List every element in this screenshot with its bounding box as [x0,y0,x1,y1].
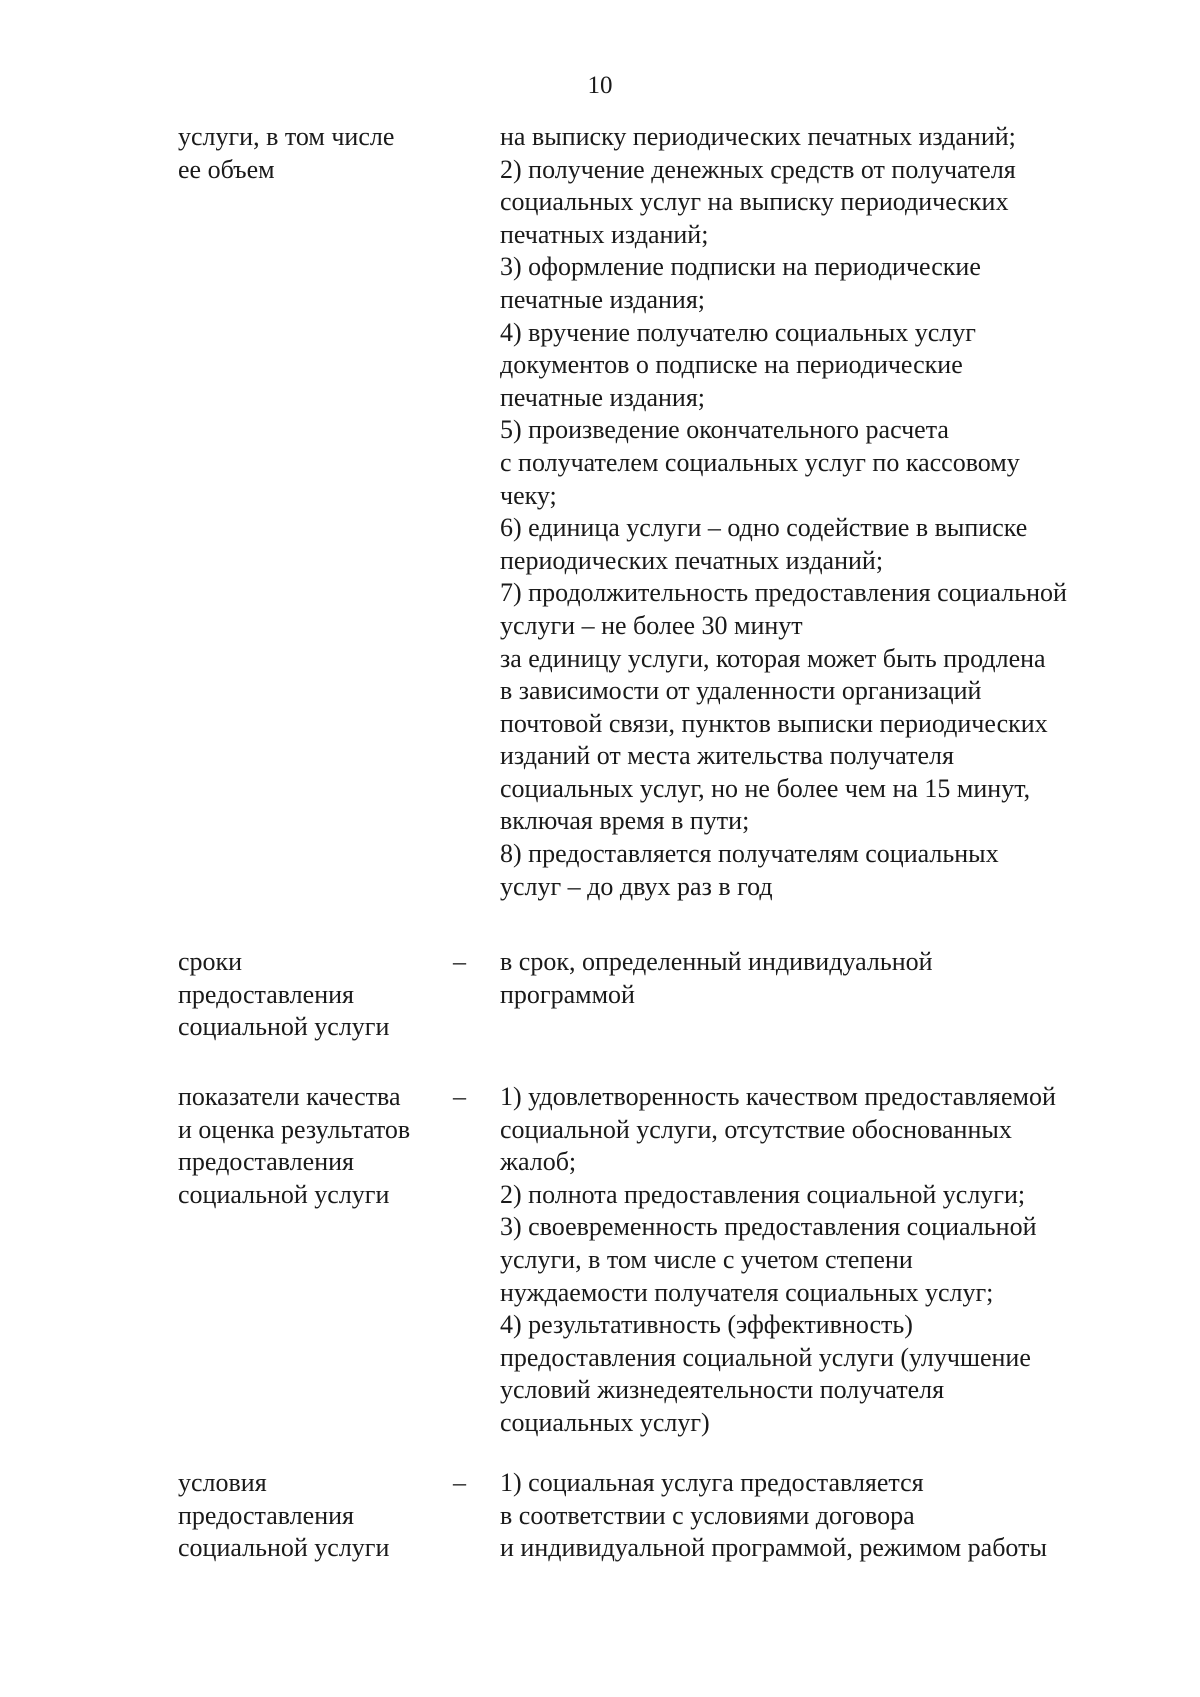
content-line: программой [500,979,635,1009]
label-line: и оценка результатов [178,1114,411,1144]
content-line: условий жизнедеятельности получателя [500,1375,945,1405]
section-content [500,1081,1140,1440]
content-line: 1) социальная услуга предоставляется [500,1468,924,1497]
content-line: услуги, в том числе с учетом степени [500,1244,913,1274]
content-line: в соответствии с условиями договора [500,1500,915,1530]
content-line: почтовой связи, пунктов выписки периодических [500,708,1048,738]
content-line: периодических печатных изданий; [500,545,884,575]
section-dash: – [453,1468,466,1497]
content-line: в срок, определенный индивидуальной [500,947,933,976]
section-label [178,1467,448,1565]
label-line: условия [178,1468,267,1497]
content-line: 6) единица услуги – одно содействие в выписке [500,513,1028,543]
content-line: с получателем социальных услуг по кассовому [500,447,1020,477]
content-line: 1) удовлетворенность качеством предоставляемой [500,1082,1056,1111]
label-line: предоставления [178,979,354,1009]
label-line: социальной услуги [178,1179,390,1209]
label-line: услуги, в том числе [178,122,395,151]
label-line: социальной услуги [178,1533,390,1563]
content-line: предоставления социальной услуги (улучшение [500,1342,1031,1372]
content-line: включая время в пути; [500,806,750,836]
content-line: 3) оформление подписки на периодические [500,252,981,282]
section-terms [178,946,1138,1046]
label-line: сроки [178,947,243,976]
content-line: 5) произведение окончательного расчета [500,415,949,445]
content-line: чеку; [500,480,557,510]
content-line: печатные издания; [500,382,706,412]
content-line: услуг – до двух раз в год [500,871,773,901]
section-label [178,121,448,186]
section-quality-indicators [178,1081,1138,1441]
section-content [500,1467,1140,1565]
section-label [178,1081,448,1211]
content-line: документов о подписке на периодические [500,350,963,380]
content-line: 7) продолжительность предоставления социальной [500,578,1067,608]
section-dash: – [453,947,466,976]
content-line: печатных изданий; [500,219,709,249]
label-line: предоставления [178,1147,354,1177]
content-line: на выписку периодических печатных изданий; [500,122,1016,151]
content-line: жалоб; [500,1147,577,1177]
section-content [500,121,1140,903]
section-conditions [178,1467,1138,1567]
content-line: социальных услуг на выписку периодических [500,187,1009,217]
section-content [500,946,1140,1011]
section-label [178,946,448,1044]
content-line: 8) предоставляется получателям социальных [500,839,999,869]
content-line: 2) получение денежных средств от получателя [500,154,1016,184]
content-line: социальных услуг, но не более чем на 15 минут, [500,773,1031,803]
label-line: социальной услуги [178,1012,390,1042]
label-line: ее объем [178,154,275,184]
content-line: печатные издания; [500,284,706,314]
content-line: 4) результативность (эффективность) [500,1310,913,1340]
content-line: за единицу услуги, которая может быть продлена [500,643,1046,673]
page-number: 10 [587,72,613,99]
content-line: социальных услуг) [500,1407,710,1437]
content-line: социальной услуги, отсутствие обоснованных [500,1114,1012,1144]
content-line: 4) вручение получателю социальных услуг [500,317,976,347]
content-line: нуждаемости получателя социальных услуг; [500,1277,994,1307]
section-service-volume [178,121,1138,921]
label-line: предоставления [178,1500,354,1530]
content-line: 2) полнота предоставления социальной услуги; [500,1179,1026,1209]
label-line: показатели качества [178,1082,401,1111]
content-line: в зависимости от удаленности организаций [500,676,982,706]
content-line: изданий от места жительства получателя [500,741,954,771]
content-line: услуги – не более 30 минут [500,610,803,640]
section-dash: – [453,1082,466,1111]
content-line: и индивидуальной программой, режимом работы [500,1533,1047,1563]
content-line: 3) своевременность предоставления социальной [500,1212,1037,1242]
